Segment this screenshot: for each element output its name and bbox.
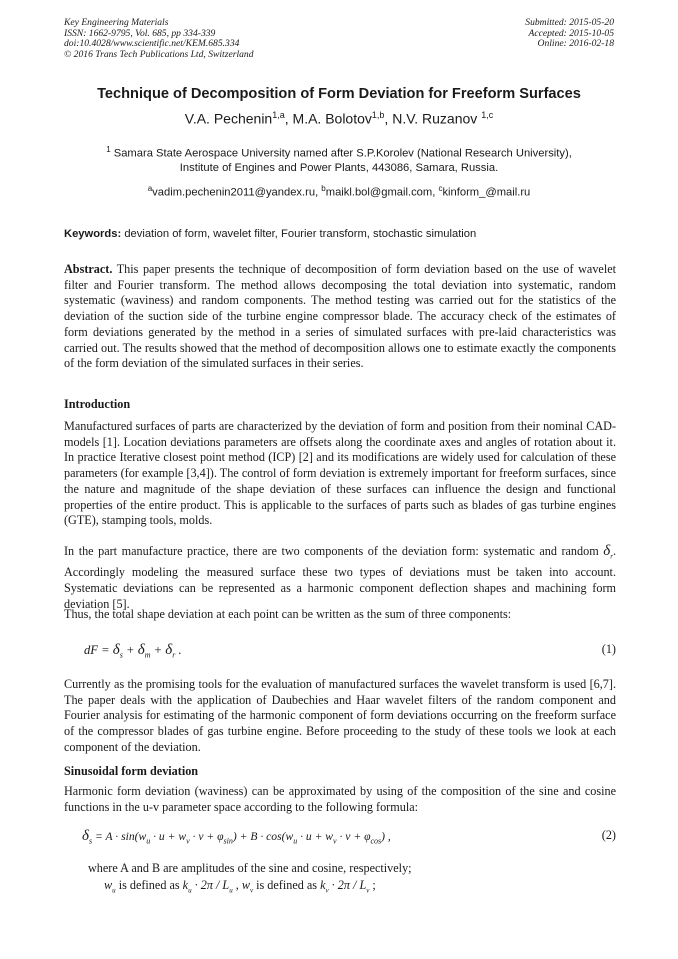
email-link[interactable]: kinform_@mail.ru — [442, 186, 531, 199]
author-affiliation-mark: 1,c — [481, 110, 494, 120]
intro-paragraph-2-text: In the part manufacture practice, there are two components of the deviation form: systematic and random — [64, 544, 599, 558]
sinusoidal-paragraph-1: Harmonic form deviation (waviness) can be approximated by using of the composition of the sine and cosine functions in the u-v parameter space according to the following formula: — [64, 784, 616, 814]
email-mark: c — [438, 184, 443, 193]
email-mark: a — [147, 184, 153, 193]
email-mark: b — [321, 184, 326, 193]
equation-1-formula: dF = $\delta_s + \delta_m + \delta_r$ . — [84, 642, 182, 660]
journal-doi: doi:10.4028/www.scientific.net/KEM.685.334 — [64, 38, 240, 50]
journal-header-left — [64, 18, 254, 60]
keywords-text: deviation of form, wavelet filter, Fourier transform, stochastic simulation — [124, 228, 477, 240]
intro-paragraph-4: Currently as the promising tools for the evaluation of manufactured surfaces the wavelet transform is used [6,7]. The paper deals with the application of Daubechies and Haar wavelet filters of the random component and Fourier analysis for estimating of the harmonic component of form deviations occurring on the freeform surface of the compressor blades of gas turbine engine. Before proceeding to the study of these tools we look at each component of the deviation. — [64, 677, 616, 754]
equation-2 — [64, 828, 616, 845]
journal-header-right — [525, 18, 614, 50]
journal-copyright: © 2016 Trans Tech Publications Ltd, Switzerland — [64, 48, 254, 60]
accepted-date: Accepted: 2015-10-05 — [528, 27, 614, 39]
definition-line: $w_u$ is defined as $k_u \cdot 2\pi / L_u$ , $w_v$ is defined as $k_v \cdot 2\pi / L_v$ ; — [104, 878, 376, 895]
abstract-text: This paper presents the technique of decomposition of form deviation based on the use of wavelet filter and Fourier transform. The method allows decomposing the total deviation into systematic, random systematic (waviness) and random components. The method testing was carried out for the statistics of the deviation of the suction side of the turbine engine compressor blade. The accuracy check of the estimates of form deviations generated by the method in a series of simulated surfaces with pre-laid characteristics was carried out. The results showed that the method of decomposition allows one to estimate exactly the components of the form deviation of the simulated surfaces in their series. — [64, 262, 616, 371]
section-heading-introduction: Introduction — [64, 397, 131, 411]
wv-definition: $k_v \cdot 2\pi / L_v$ — [320, 878, 370, 895]
abstract — [64, 262, 616, 372]
keywords — [64, 228, 616, 240]
intro-paragraph-1: Manufactured surfaces of parts are characterized by the deviation of form and position from their nominal CAD-models [1]. Location deviations parameters are offsets along the coordinate axes and angles of rotation about it. In practice Iterative closest point method (ICP) [2] and its modifications are widely used for calculation of these parameters (for example [3,4]). The control of form deviation is extremely important for freeform surfaces, since the nature and magnitude of the shape deviation of these surfaces can influence the design and functional properties of the entire product. This is applicable to the surfaces of parts such as blades of gas turbine engines (GTE), stamping tools, molds. — [64, 419, 616, 528]
author-name: M.A. Bolotov — [292, 110, 372, 127]
email-link[interactable]: maikl.bol@gmail.com — [325, 186, 433, 199]
abstract-label: Abstract. — [64, 262, 113, 276]
wv-symbol: $w_v$ — [241, 878, 254, 895]
definition-text: is defined as — [118, 878, 180, 892]
where-clause: where A and B are amplitudes of the sine and cosine, respectively; — [88, 861, 412, 875]
affiliation-line: Samara State Aerospace University named after S.P.Korolev (National Research University), — [113, 147, 572, 160]
equation-2-number: (2) — [601, 828, 616, 842]
intro-paragraph-3: Thus, the total shape deviation at each point can be written as the sum of three components: — [64, 607, 512, 621]
author-list: V.A. Pechenin$^{1,a}$, M.A. Bolotov$^{1,b}$, N.V. Ruzanov $^{1,c}$ — [184, 110, 494, 127]
section-heading-sinusoidal: Sinusoidal form deviation — [64, 764, 199, 778]
wu-definition: $k_u \cdot 2\pi / L_u$ — [182, 878, 233, 895]
journal-issn: ISSN: 1662-9795, Vol. 685, pp 334-339 — [64, 27, 216, 39]
affiliation — [0, 143, 678, 175]
definition-text: is defined as — [256, 878, 318, 892]
online-date: Online: 2016-02-18 — [537, 38, 614, 50]
random-deviation-symbol: $\delta_r$ — [603, 543, 613, 561]
intro-paragraph-2 — [64, 544, 616, 612]
paper-title: Technique of Decomposition of Form Deviation for Freeform Surfaces — [97, 86, 581, 102]
author-affiliation-mark: 1,a — [272, 110, 285, 120]
equation-2-formula: $\delta_s = A \cdot \sin(w_u \cdot u + w_v \cdot v + \varphi_{sin}) + B \cdot \cos(w_u \cdot u + w_v \cdot v + \varphi_{cos})$ , — [82, 828, 391, 846]
author-affiliation-mark: 1,b — [371, 110, 385, 120]
wu-symbol: $w_u$ — [104, 878, 116, 895]
affiliation-mark: 1 — [106, 145, 111, 154]
author-name: V.A. Pechenin — [184, 110, 273, 127]
email-link[interactable]: vadim.pechenin2011@yandex.ru — [152, 186, 316, 199]
journal-name: Key Engineering Materials — [64, 17, 169, 28]
intro-paragraph-2-text-cont: . Accordingly modeling the measured surface these two types of deviations must be taken into account. Systematic deviations can be represented as a harmonic component deflection shapes and machining form deviation [5]. — [64, 544, 617, 611]
equation-1 — [64, 642, 616, 660]
email-list: $^a$vadim.pechenin2011@yandex.ru, $^b$maikl.bol@gmail.com, $^c$kinform_@mail.ru — [147, 184, 531, 199]
submitted-date: Submitted: 2015-05-20 — [525, 17, 614, 28]
affiliation-line: Institute of Engines and Power Plants, 443086, Samara, Russia. — [179, 161, 499, 174]
equation-1-number: (1) — [601, 642, 616, 656]
author-name: N.V. Ruzanov — [392, 110, 478, 127]
keywords-label: Keywords: — [64, 228, 122, 240]
